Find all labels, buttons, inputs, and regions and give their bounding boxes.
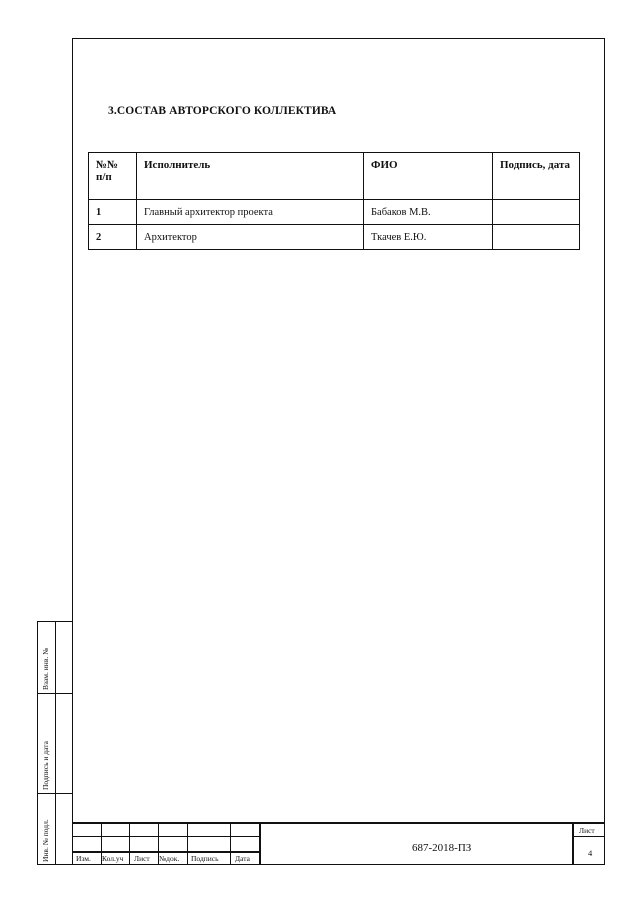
stamp-col-line [230, 822, 231, 865]
side-label-inv-original: Инв. № подл. [41, 819, 50, 862]
title-block [72, 822, 605, 865]
stamp-col-line [259, 822, 261, 865]
stamp-top-line [72, 822, 605, 824]
row-name: Ткачев Е.Ю. [364, 225, 493, 250]
table-row [89, 225, 580, 250]
header-full-name: ФИО [364, 153, 493, 200]
side-strip [37, 621, 72, 865]
stamp-label-doc: №док. [159, 854, 180, 863]
stamp-label-change: Изм. [76, 854, 91, 863]
side-cell-inv-original [38, 794, 72, 866]
document-code: 687-2018-ПЗ [412, 842, 472, 854]
stamp-label-count: Кол.уч [102, 854, 124, 863]
row-number: 1 [89, 200, 137, 225]
table-row [89, 200, 580, 225]
sheet-label: Лист [579, 826, 595, 835]
table-header-row [89, 153, 580, 200]
stamp-label-date: Дата [235, 854, 250, 863]
row-role: Главный архитектор проекта [137, 200, 364, 225]
stamp-col-line [572, 822, 574, 865]
stamp-col-line [187, 822, 188, 865]
side-cell-inv-replace [38, 622, 72, 694]
authors-table [88, 152, 580, 250]
stamp-label-sheet: Лист [134, 854, 150, 863]
side-label-inv-replace: Взам. инв. № [41, 647, 50, 690]
row-signature [493, 225, 580, 250]
stamp-label-signature: Подпись [191, 854, 219, 863]
row-number: 2 [89, 225, 137, 250]
side-label-signature-date: Подпись и дата [41, 741, 50, 790]
section-title: 3.СОСТАВ АВТОРСКОГО КОЛЛЕКТИВА [108, 105, 337, 117]
side-cell-signature-date [38, 694, 72, 794]
header-signature-date: Подпись, дата [493, 153, 580, 200]
row-signature [493, 200, 580, 225]
row-role: Архитектор [137, 225, 364, 250]
stamp-col-line [129, 822, 130, 865]
stamp-sheet-line [572, 836, 605, 837]
header-executor: Исполнитель [137, 153, 364, 200]
header-number: №№ п/п [89, 153, 137, 200]
sheet-number: 4 [588, 848, 593, 858]
row-name: Бабаков М.В. [364, 200, 493, 225]
